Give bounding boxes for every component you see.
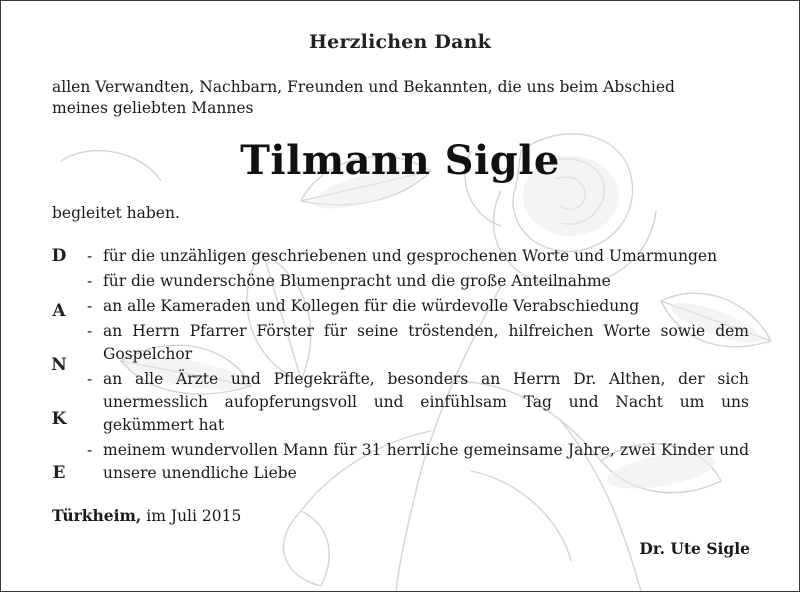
list-dash: - [87,370,93,388]
intro-line: meines geliebten Mannes [52,99,254,117]
list-item-text: für die wunderschöne Blumenpracht und die große Anteilnahme [103,272,611,290]
list-item [87,439,749,485]
list-item [87,295,749,318]
dank-letter: D [51,246,67,266]
list-item-text: für die unzähligen geschriebenen und gesprochenen Worte und Umarmungen [103,247,718,265]
list-item-text: meinem wundervollen Mann für 31 herrliche gemeinsame Jahre, zwei Kinder und unsere unendliche Liebe [103,441,749,482]
intro-text [52,77,749,119]
list-dash: - [87,247,93,265]
list-item [87,270,749,293]
date: im Juli 2015 [146,507,242,525]
intro-line: allen Verwandten, Nachbarn, Freunden und Bekannten, die uns beim Abschied [52,78,675,96]
list-dash: - [87,441,93,459]
thanks-list [87,245,749,487]
dank-letter: K [51,409,67,429]
list-item [87,368,749,437]
list-item-text: an alle Ärzte und Pflegekräfte, besonders an Herrn Dr. Althen, der sich unermesslich aufopferungsvoll und einfühlsam Tag und Nacht um uns gekümmert hat [103,370,749,434]
dank-letter: N [51,355,67,375]
dank-letter: A [52,301,66,321]
list-item-text: an alle Kameraden und Kollegen für die würdevolle Verabschiedung [103,297,640,315]
list-dash: - [87,322,93,340]
list-item-text: an Herrn Pfarrer Förster für seine tröstenden, hilfreichen Worte sowie dem Gospelchor [103,322,749,363]
list-dash: - [87,297,93,315]
deceased-name: Tilmann Sigle [240,137,560,184]
list-item [87,320,749,366]
place: Türkheim, [52,506,142,525]
signature: Dr. Ute Sigle [639,539,750,558]
accompanied-text: begleitet haben. [52,204,180,222]
place-date [52,506,241,525]
list-item [87,245,749,268]
notice-title: Herzlichen Dank [309,31,491,53]
dank-letter: E [52,463,66,483]
list-dash: - [87,272,93,290]
